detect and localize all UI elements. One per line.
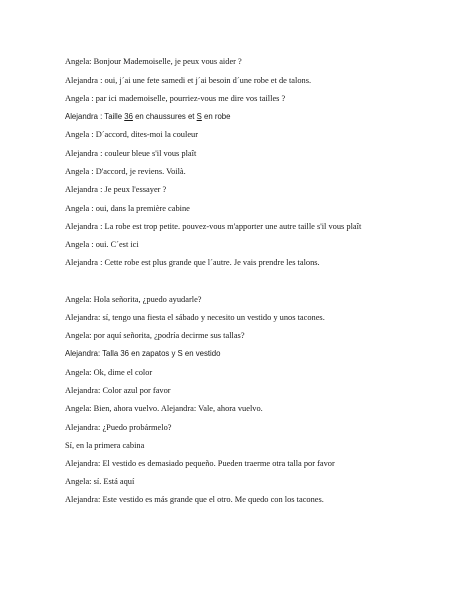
spanish-line-3: Angela: por aquí señorita, ¿podría decirme sus tallas? <box>65 331 245 340</box>
french-line-10: Angela : oui. C´est ici <box>65 240 139 249</box>
french-line-6: Angela : D'accord, je reviens. Voilà. <box>65 167 186 176</box>
french-line-1: Angela: Bonjour Mademoiselle, je peux vous aider ? <box>65 57 242 66</box>
spanish-line-2: Alejandra: sí, tengo una fiesta el sábado y necesito un vestido y unos tacones. <box>65 313 325 322</box>
spanish-line-8: Alejandra: ¿Puedo probármelo? <box>65 423 172 432</box>
shoe-size: 36 <box>124 112 133 121</box>
french-line-4: Angela : D´accord, dites-moi la couleur <box>65 130 199 139</box>
french-line-5: Alejandra : couleur bleue s'il vous plaît <box>65 149 197 158</box>
french-line-sizes <box>65 112 230 122</box>
french-line-9: Alejandra : La robe est trop petite. pouvez-vous m'apporter une autre taille s'il vous plaît <box>65 222 362 231</box>
spanish-line-9: Sí, en la primera cabina <box>65 441 145 450</box>
spanish-line-1: Angela: Hola señorita, ¿puedo ayudarle? <box>65 295 202 304</box>
sizes-prefix: Alejandra : Taille <box>65 112 125 121</box>
spanish-line-12: Alejandra: Este vestido es más grande que el otro. Me quedo con los tacones. <box>65 495 324 504</box>
dress-size: S <box>196 112 202 121</box>
french-line-3: Angela : par ici mademoiselle, pourriez-vous me dire vos tailles ? <box>65 94 286 103</box>
spanish-line-7: Angela: Bien, ahora vuelvo. Alejandra: Vale, ahora vuelvo. <box>65 404 263 413</box>
spanish-line-11: Angela: sí. Está aquí <box>65 477 135 486</box>
french-line-2: Alejandra : oui, j´ai une fete samedi et j´ai besoin d´une robe et de talons. <box>65 76 312 85</box>
spanish-line-4: Alejandra: Talla 36 en zapatos y S en vestido <box>65 349 221 358</box>
french-line-11: Alejandra : Cette robe est plus grande que l´autre. Je vais prendre les talons. <box>65 258 320 267</box>
french-line-8: Angela : oui, dans la première cabine <box>65 204 190 213</box>
spanish-line-10: Alejandra: El vestido es demasiado pequeño. Pueden traerme otra talla por favor <box>65 459 335 468</box>
sizes-middle: en chaussures et <box>132 112 197 121</box>
spanish-line-6: Alejandra: Color azul por favor <box>65 386 171 395</box>
sizes-suffix: en robe <box>201 112 231 121</box>
spanish-line-5: Angela: Ok, dime el color <box>65 368 153 377</box>
french-line-7: Alejandra : Je peux l'essayer ? <box>65 185 167 194</box>
